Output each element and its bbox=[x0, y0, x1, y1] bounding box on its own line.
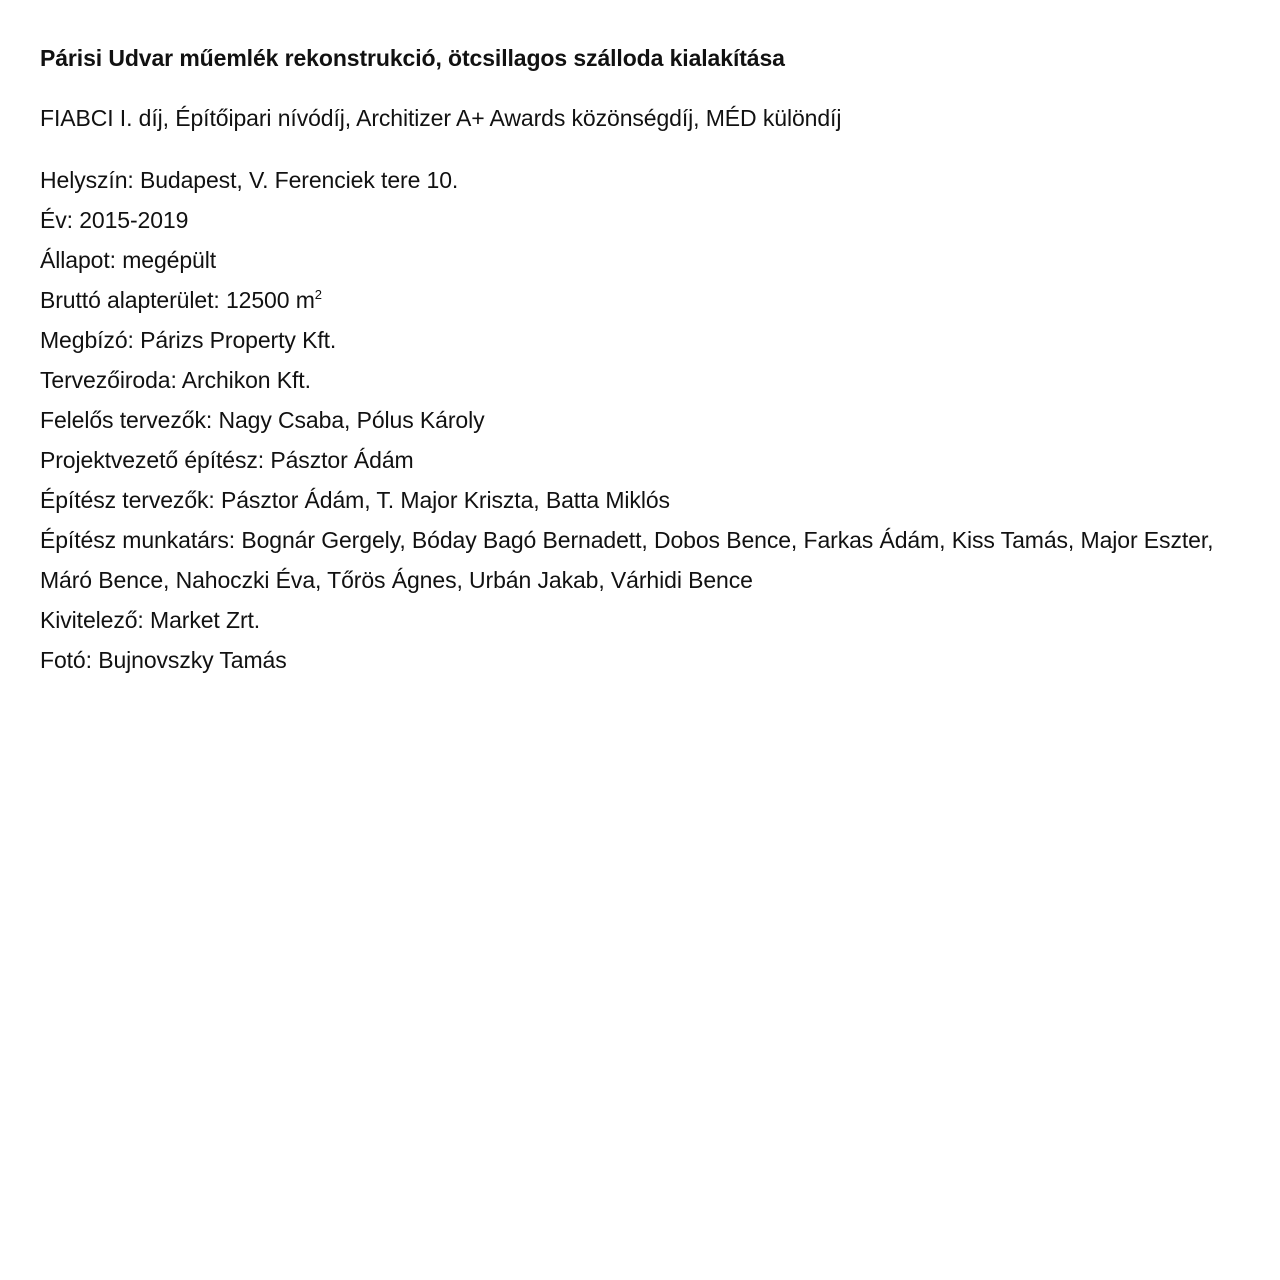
detail-client: Megbízó: Párizs Property Kft. bbox=[40, 327, 337, 353]
project-info bbox=[40, 40, 1240, 680]
detail-office: Tervezőiroda: Archikon Kft. bbox=[40, 367, 311, 393]
detail-project-lead: Projektvezető építész: Pásztor Ádám bbox=[40, 447, 414, 473]
detail-area-unit-superscript: 2 bbox=[314, 287, 322, 302]
detail-lead-designers: Felelős tervezők: Nagy Csaba, Pólus Károly bbox=[40, 407, 485, 433]
project-awards: FIABCI I. díj, Építőipari nívódíj, Architizer A+ Awards közönségdíj, MÉD különdíj bbox=[40, 105, 842, 131]
detail-location: Helyszín: Budapest, V. Ferenciek tere 10. bbox=[40, 167, 459, 193]
detail-status: Állapot: megépült bbox=[40, 247, 217, 273]
project-details bbox=[40, 160, 1240, 680]
detail-year: Év: 2015-2019 bbox=[40, 207, 189, 233]
project-title: Párisi Udvar műemlék rekonstrukció, ötcsillagos szálloda kialakítása bbox=[40, 45, 785, 71]
detail-area bbox=[40, 280, 1240, 320]
detail-area-text: Bruttó alapterület: 12500 m bbox=[40, 287, 315, 313]
detail-collaborators: Építész munkatárs: Bognár Gergely, Bóday Bagó Bernadett, Dobos Bence, Farkas Ádám, Kiss Tamás, Major Eszter, Máró Bence, Nahoczki Éva, Tőrös Ágnes, Urbán Jakab, Várhidi Bence bbox=[40, 527, 1214, 593]
detail-architects: Építész tervezők: Pásztor Ádám, T. Major Kriszta, Batta Miklós bbox=[40, 487, 670, 513]
detail-photo: Fotó: Bujnovszky Tamás bbox=[40, 647, 287, 673]
detail-contractor: Kivitelező: Market Zrt. bbox=[40, 607, 261, 633]
